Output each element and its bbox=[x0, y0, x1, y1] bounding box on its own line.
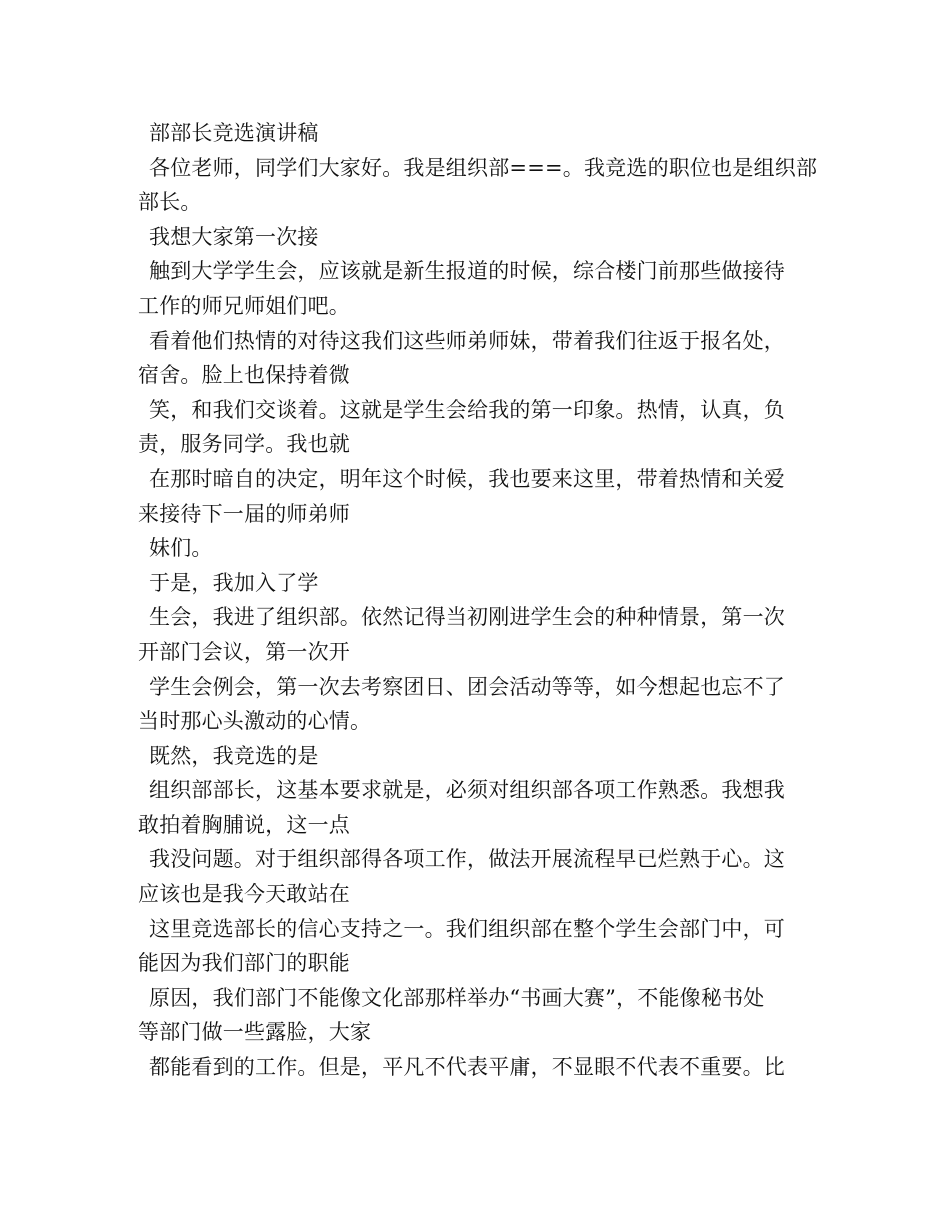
text-line: 生会，我进了组织部。依然记得当初刚进学生会的种种情景，第一次 bbox=[149, 605, 785, 630]
text-line: 在那时暗自的决定，明年这个时候，我也要来这里，带着热情和关爱 bbox=[149, 466, 785, 491]
text-line: 看着他们热情的对待这我们这些师弟师妹，带着我们往返于报名处， bbox=[149, 328, 785, 353]
text-line: 当时那心头激动的心情。 bbox=[138, 709, 372, 734]
text-line: 既然，我竞选的是 bbox=[149, 743, 319, 768]
text-line: 应该也是我今天敢站在 bbox=[138, 882, 350, 907]
text-line: 笑，和我们交谈着。这就是学生会给我的第一印象。热情，认真，负 bbox=[149, 397, 785, 422]
text-line: 各位老师，同学们大家好。我是组织部===。我竞选的职位也是组织部 bbox=[149, 155, 818, 180]
text-line: 部长。 bbox=[138, 190, 202, 215]
text-line: 学生会例会，第一次去考察团日、团会活动等等，如今想起也忘不了 bbox=[149, 674, 785, 699]
text-line: 能因为我们部门的职能 bbox=[138, 951, 350, 976]
document-title: 部部长竞选演讲稿 bbox=[149, 121, 319, 145]
speech-body bbox=[138, 116, 818, 1085]
text-line: 开部门会议，第一次开 bbox=[138, 639, 350, 664]
text-line: 等部门做一些露脸，大家 bbox=[138, 1020, 372, 1045]
text-line: 都能看到的工作。但是，平凡不代表平庸，不显眼不代表不重要。比 bbox=[149, 1055, 785, 1080]
text-line: 工作的师兄师姐们吧。 bbox=[138, 293, 350, 318]
text-line: 组织部部长，这基本要求就是，必须对组织部各项工作熟悉。我想我 bbox=[149, 778, 785, 803]
text-line: 责，服务同学。我也就 bbox=[138, 432, 350, 457]
text-line: 我想大家第一次接 bbox=[149, 224, 319, 249]
text-line: 我没问题。对于组织部得各项工作，做法开展流程早已烂熟于心。这 bbox=[149, 847, 785, 872]
text-line: 宿舍。脸上也保持着微 bbox=[138, 363, 350, 388]
text-line: 于是，我加入了学 bbox=[149, 570, 319, 595]
text-line: 妹们。 bbox=[149, 536, 213, 561]
text-line: 这里竞选部长的信心支持之一。我们组织部在整个学生会部门中，可 bbox=[149, 916, 785, 941]
text-line: 来接待下一届的师弟师 bbox=[138, 501, 350, 526]
text-line: 敢拍着胸脯说，这一点 bbox=[138, 812, 350, 837]
text-line: 触到大学学生会，应该就是新生报道的时候，综合楼门前那些做接待 bbox=[149, 259, 785, 284]
text-line: 原因，我们部门不能像文化部那样举办“书画大赛”，不能像秘书处 bbox=[149, 985, 765, 1010]
